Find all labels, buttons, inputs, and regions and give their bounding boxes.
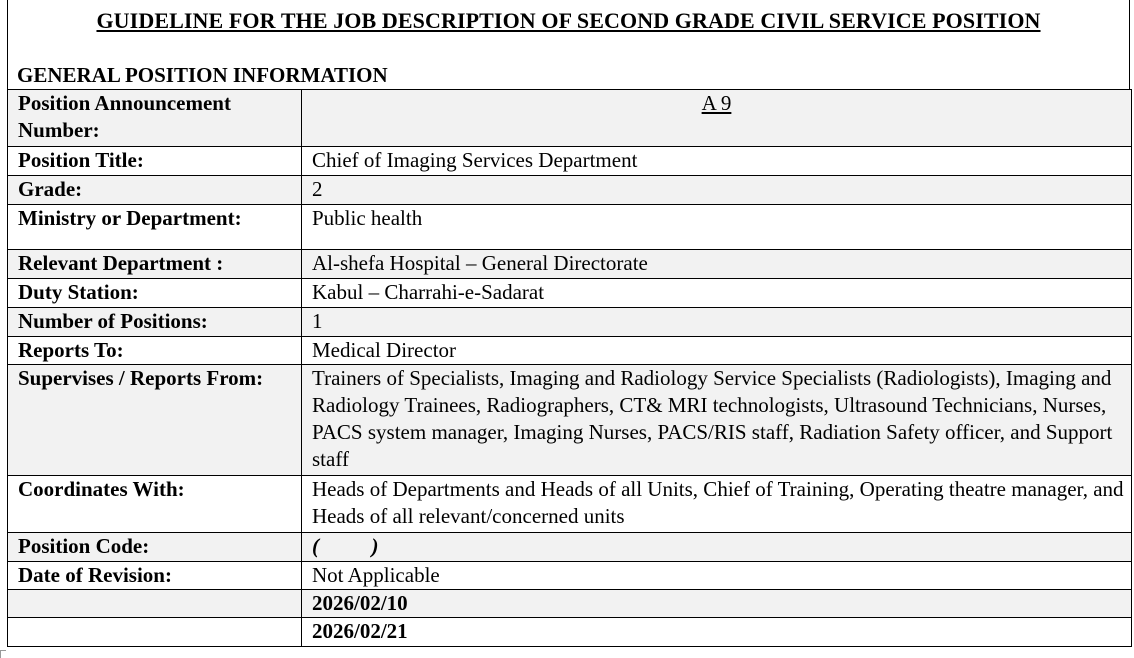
page-corner-mark	[0, 650, 6, 658]
table-row	[8, 590, 1132, 618]
label-position-title: Position Title:	[8, 147, 302, 176]
value-coordinates-with: Heads of Departments and Heads of all Units, Chief of Training, Operating theatre manager, and Heads of all relevant/concerned units	[302, 476, 1132, 533]
table-row	[8, 279, 1132, 308]
document-title: GUIDELINE FOR THE JOB DESCRIPTION OF SECOND GRADE CIVIL SERVICE POSITION	[96, 8, 1041, 33]
label-date-1	[8, 590, 302, 618]
section-title: GENERAL POSITION INFORMATION	[17, 63, 388, 87]
document-page	[7, 0, 1131, 650]
value-position-code	[302, 533, 1132, 562]
value-ministry: Public health	[302, 205, 1132, 250]
value-position-title: Chief of Imaging Services Department	[302, 147, 1132, 176]
label-duty-station: Duty Station:	[8, 279, 302, 308]
label-reports-to: Reports To:	[8, 337, 302, 365]
position-code-placeholder: ( )	[312, 534, 379, 558]
value-relevant-department: Al-shefa Hospital – General Directorate	[302, 250, 1132, 279]
table-row	[8, 476, 1132, 533]
announcement-number: A 9	[701, 91, 732, 115]
table-row	[8, 562, 1132, 590]
value-duty-station: Kabul – Charrahi-e-Sadarat	[302, 279, 1132, 308]
table-row	[8, 176, 1132, 205]
value-supervises: Trainers of Specialists, Imaging and Radiology Service Specialists (Radiologists), Imaging and Radiology Trainees, Radiographers, CT& MRI technologists, Ultrasound Technicians, Nurses, PACS system manager, Imaging Nurses, PACS/RIS staff, Radiation Safety officer, and Support staff	[302, 365, 1132, 476]
table-row	[8, 533, 1132, 562]
table-row	[8, 205, 1132, 250]
value-date-2: 2026/02/21	[302, 618, 1132, 647]
label-supervises: Supervises / Reports From:	[8, 365, 302, 476]
label-date-2	[8, 618, 302, 647]
table-row	[8, 337, 1132, 365]
label-coordinates-with: Coordinates With:	[8, 476, 302, 533]
value-announcement-number	[302, 90, 1132, 147]
label-grade: Grade:	[8, 176, 302, 205]
table-row	[8, 147, 1132, 176]
table-row	[8, 90, 1132, 147]
value-date-of-revision: Not Applicable	[302, 562, 1132, 590]
table-row	[8, 618, 1132, 647]
table-row	[8, 308, 1132, 337]
label-date-of-revision: Date of Revision:	[8, 562, 302, 590]
position-info-table	[7, 89, 1132, 647]
table-row	[8, 250, 1132, 279]
value-date-1: 2026/02/10	[302, 590, 1132, 618]
label-relevant-department: Relevant Department :	[8, 250, 302, 279]
label-number-of-positions: Number of Positions:	[8, 308, 302, 337]
label-ministry: Ministry or Department:	[8, 205, 302, 250]
value-number-of-positions: 1	[302, 308, 1132, 337]
label-position-code: Position Code:	[8, 533, 302, 562]
table-row	[8, 365, 1132, 476]
value-reports-to: Medical Director	[302, 337, 1132, 365]
label-announcement-number: Position Announcement Number:	[8, 90, 302, 147]
value-grade: 2	[302, 176, 1132, 205]
